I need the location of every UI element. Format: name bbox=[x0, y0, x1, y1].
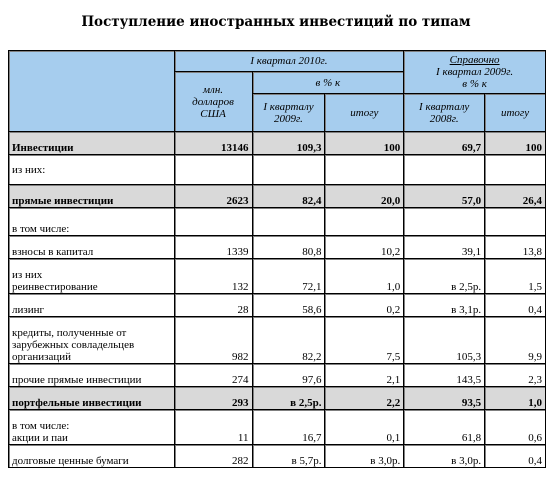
cell-value: 72,1 bbox=[253, 259, 325, 293]
cell-value: 11 bbox=[175, 410, 252, 444]
table-row bbox=[9, 317, 545, 363]
cell-value: 0,4 bbox=[485, 294, 545, 316]
cell-value: 132 bbox=[175, 259, 252, 293]
table-row bbox=[9, 294, 545, 316]
header-ref-line1: Справочно bbox=[449, 54, 500, 66]
table-row bbox=[9, 155, 545, 184]
header-col-q1-2008: I кварталу 2008г. bbox=[404, 94, 484, 131]
cell-value: 293 bbox=[175, 387, 252, 409]
cell-value: 69,7 bbox=[404, 132, 484, 154]
cell-value: 2,3 bbox=[485, 364, 545, 386]
row-label bbox=[9, 259, 174, 293]
row-label-line: реинвестирование bbox=[12, 281, 98, 293]
cell-value: в 3,0р. bbox=[404, 445, 484, 467]
cell-value: в 2,5р. bbox=[253, 387, 325, 409]
cell-value: в 5,7р. bbox=[253, 445, 325, 467]
cell-value: 100 bbox=[485, 132, 545, 154]
cell-value bbox=[404, 208, 484, 235]
table-row bbox=[9, 236, 545, 258]
row-label: прочие прямые инвестиции bbox=[9, 364, 174, 386]
table-row bbox=[9, 387, 545, 409]
cell-value: 7,5 bbox=[325, 317, 403, 363]
row-label-line: зарубежных совладельцев bbox=[12, 339, 135, 351]
cell-value bbox=[175, 208, 252, 235]
table-row bbox=[9, 445, 545, 467]
header-pct-to: в % к bbox=[253, 72, 404, 93]
cell-value: в 3,1р. bbox=[404, 294, 484, 316]
cell-value bbox=[325, 155, 403, 184]
row-label: лизинг bbox=[9, 294, 174, 316]
cell-value: 82,4 bbox=[253, 185, 325, 207]
cell-value: 1,0 bbox=[485, 387, 545, 409]
row-label: Инвестиции bbox=[9, 132, 174, 154]
row-label: портфельные инвестиции bbox=[9, 387, 174, 409]
table-row bbox=[9, 208, 545, 235]
header-ref-line2: I квартал 2009г. bbox=[436, 66, 514, 78]
row-label: в том числе: bbox=[9, 208, 174, 235]
cell-value: 39,1 bbox=[404, 236, 484, 258]
header-period-main: I квартал 2010г. bbox=[175, 51, 404, 71]
row-label bbox=[9, 317, 174, 363]
cell-value: 57,0 bbox=[404, 185, 484, 207]
cell-value: 2623 bbox=[175, 185, 252, 207]
cell-value bbox=[253, 155, 325, 184]
table-row bbox=[9, 132, 545, 154]
header-row-1 bbox=[9, 51, 545, 71]
row-label: долговые ценные бумаги bbox=[9, 445, 174, 467]
row-label-line: организаций bbox=[12, 351, 72, 363]
header-corner bbox=[9, 51, 174, 131]
cell-value bbox=[485, 208, 545, 235]
cell-value bbox=[325, 208, 403, 235]
cell-value bbox=[253, 208, 325, 235]
cell-value: 16,7 bbox=[253, 410, 325, 444]
cell-value: 26,4 bbox=[485, 185, 545, 207]
cell-value: 0,6 bbox=[485, 410, 545, 444]
cell-value: 143,5 bbox=[404, 364, 484, 386]
cell-value: 28 bbox=[175, 294, 252, 316]
row-label: из них: bbox=[9, 155, 174, 184]
cell-value: 13146 bbox=[175, 132, 252, 154]
cell-value: 0,2 bbox=[325, 294, 403, 316]
row-label-line: в том числе: bbox=[12, 420, 70, 432]
cell-value: 9,9 bbox=[485, 317, 545, 363]
cell-value: 1,0 bbox=[325, 259, 403, 293]
table-row bbox=[9, 185, 545, 207]
cell-value: 80,8 bbox=[253, 236, 325, 258]
cell-value: 10,2 bbox=[325, 236, 403, 258]
table-row bbox=[9, 259, 545, 293]
cell-value: 274 bbox=[175, 364, 252, 386]
cell-value: 282 bbox=[175, 445, 252, 467]
cell-value: 2,2 bbox=[325, 387, 403, 409]
row-label-line: из них bbox=[12, 269, 43, 281]
cell-value: 105,3 bbox=[404, 317, 484, 363]
table-row bbox=[9, 364, 545, 386]
header-col-total2: итогу bbox=[485, 94, 545, 131]
cell-value bbox=[404, 155, 484, 184]
cell-value: 109,3 bbox=[253, 132, 325, 154]
header-col-q1-2009: I кварталу 2009г. bbox=[253, 94, 325, 131]
cell-value: 0,1 bbox=[325, 410, 403, 444]
cell-value: 1339 bbox=[175, 236, 252, 258]
row-label: взносы в капитал bbox=[9, 236, 174, 258]
cell-value: 93,5 bbox=[404, 387, 484, 409]
header-ref-line3: в % к bbox=[462, 78, 487, 90]
header-reference bbox=[404, 51, 545, 93]
cell-value: 1,5 bbox=[485, 259, 545, 293]
cell-value: 58,6 bbox=[253, 294, 325, 316]
cell-value: 82,2 bbox=[253, 317, 325, 363]
row-label: прямые инвестиции bbox=[9, 185, 174, 207]
row-label-line: кредиты, полученные от bbox=[12, 327, 127, 339]
cell-value: в 3,0р. bbox=[325, 445, 403, 467]
header-col-total: итогу bbox=[325, 94, 403, 131]
cell-value: 2,1 bbox=[325, 364, 403, 386]
investments-table bbox=[8, 50, 546, 468]
cell-value bbox=[485, 155, 545, 184]
cell-value: 20,0 bbox=[325, 185, 403, 207]
cell-value: 982 bbox=[175, 317, 252, 363]
cell-value: 0,4 bbox=[485, 445, 545, 467]
row-label bbox=[9, 410, 174, 444]
cell-value: 100 bbox=[325, 132, 403, 154]
cell-value bbox=[175, 155, 252, 184]
page-title: Поступление иностранных инвестиций по типам bbox=[81, 14, 471, 30]
header-unit: млн. долларов США bbox=[175, 72, 252, 131]
cell-value: в 2,5р. bbox=[404, 259, 484, 293]
table-row bbox=[9, 410, 545, 444]
row-label-line: акции и паи bbox=[12, 432, 68, 444]
cell-value: 97,6 bbox=[253, 364, 325, 386]
cell-value: 61,8 bbox=[404, 410, 484, 444]
cell-value: 13,8 bbox=[485, 236, 545, 258]
